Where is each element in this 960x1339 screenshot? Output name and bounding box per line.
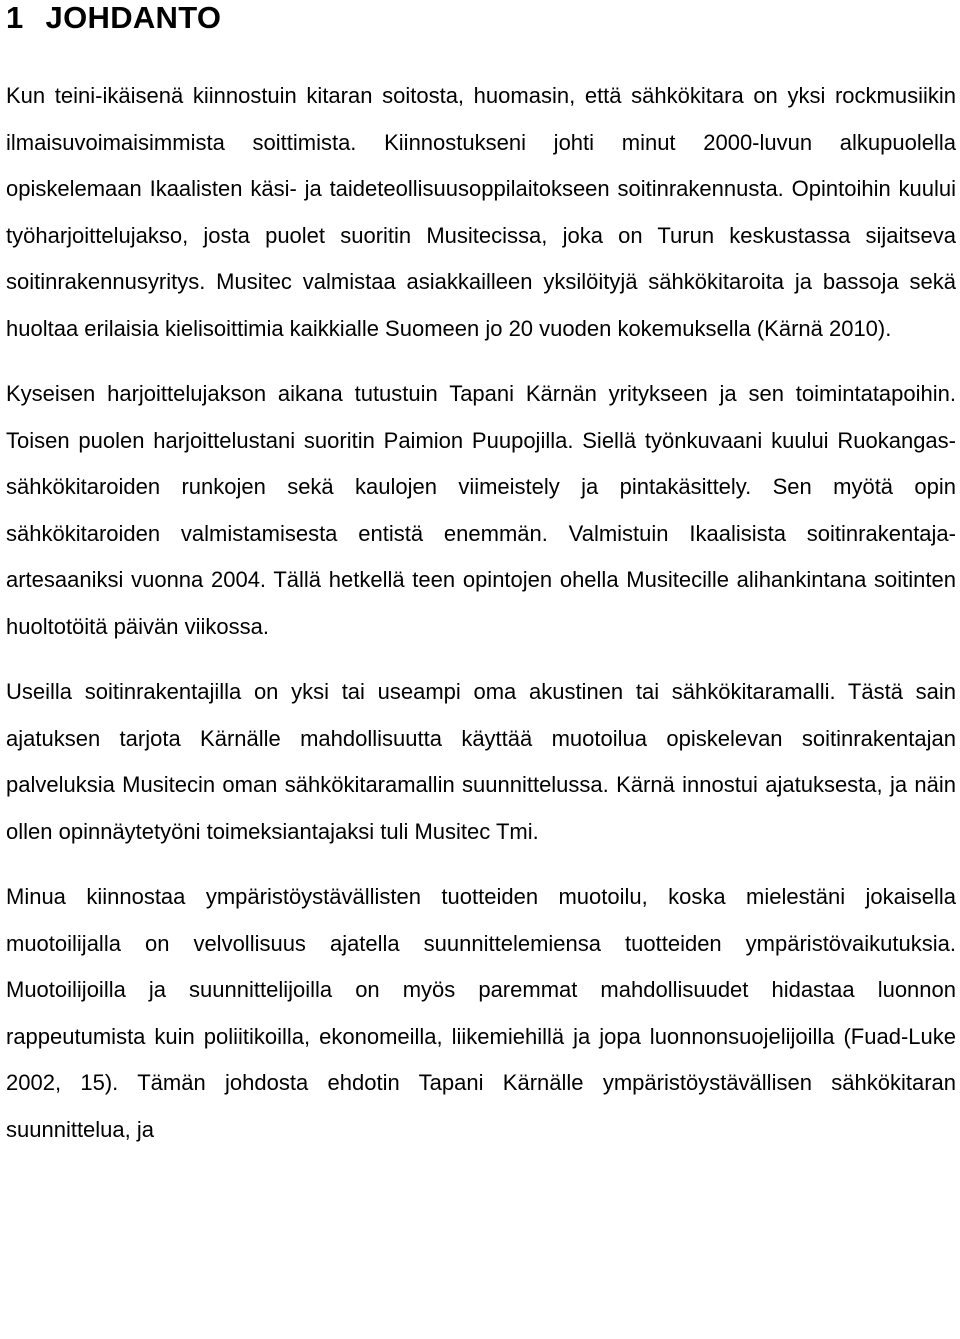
document-page: [6, 0, 956, 1172]
paragraph-2: Kyseisen harjoittelujakson aikana tutustuin Tapani Kärnän yritykseen ja sen toimintatapoihin. Toisen puolen harjoittelustani suoritin Paimion Puupojilla. Siellä työnkuvaani kuului Ruokangas-sähkökitaroiden runkojen sekä kaulojen viimeistely ja pintakäsittely. Sen myötä opin sähkökitaroiden valmistamisesta entistä enemmän. Valmistuin Ikaalisista soitinrakentaja-artesaaniksi vuonna 2004. Tällä hetkellä teen opintojen ohella Musitecille alihankintana soitinten huoltotöitä päivän viikossa.: [6, 381, 956, 639]
chapter-heading: [6, 0, 956, 64]
chapter-title: JOHDANTO: [45, 0, 222, 35]
paragraph-4: Minua kiinnostaa ympäristöystävällisten tuotteiden muotoilu, koska mielestäni jokaisella muotoilijalla on velvollisuus ajatella suunnittelemiensa tuotteiden ympäristövaikutuksia. Muotoilijoilla ja suunnittelijoilla on myös paremmat mahdollisuudet hidastaa luonnon rappeutumista kuin poliitikoilla, ekonomeilla, liikemiehillä ja jopa luonnonsuojelijoilla (Fuad-Luke 2002, 15). Tämän johdosta ehdotin Tapani Kärnälle ympäristöystävällisen sähkökitaran suunnittelua, ja: [6, 884, 956, 1142]
paragraph-3: Useilla soitinrakentajilla on yksi tai useampi oma akustinen tai sähkökitaramalli. Tästä sain ajatuksen tarjota Kärnälle mahdollisuutta käyttää muotoilua opiskelevan soitinrakentajan palveluksia Musitecin oman sähkökitaramallin suunnittelussa. Kärnä innostui ajatuksesta, ja näin ollen opinnäytetyöni toimeksiantajaksi tuli Musitec Tmi.: [6, 679, 956, 844]
paragraph-1: Kun teini-ikäisenä kiinnostuin kitaran soitosta, huomasin, että sähkökitara on yksi rockmusiikin ilmaisuvoimaisimmista soittimista. Kiinnostukseni johti minut 2000-luvun alkupuolella opiskelemaan Ikaalisten käsi- ja taideteollisuusoppilaitokseen soitinrakennusta. Opintoihin kuului työharjoittelujakso, josta puolet suoritin Musitecissa, joka on Turun keskustassa sijaitseva soitinrakennusyritys. Musitec valmistaa asiakkailleen yksilöityjä sähkökitaroita ja bassoja sekä huoltaa erilaisia kielisoittimia kaikkialle Suomeen jo 20 vuoden kokemuksella (Kärnä 2010).: [6, 83, 956, 341]
chapter-number: 1: [6, 0, 24, 35]
